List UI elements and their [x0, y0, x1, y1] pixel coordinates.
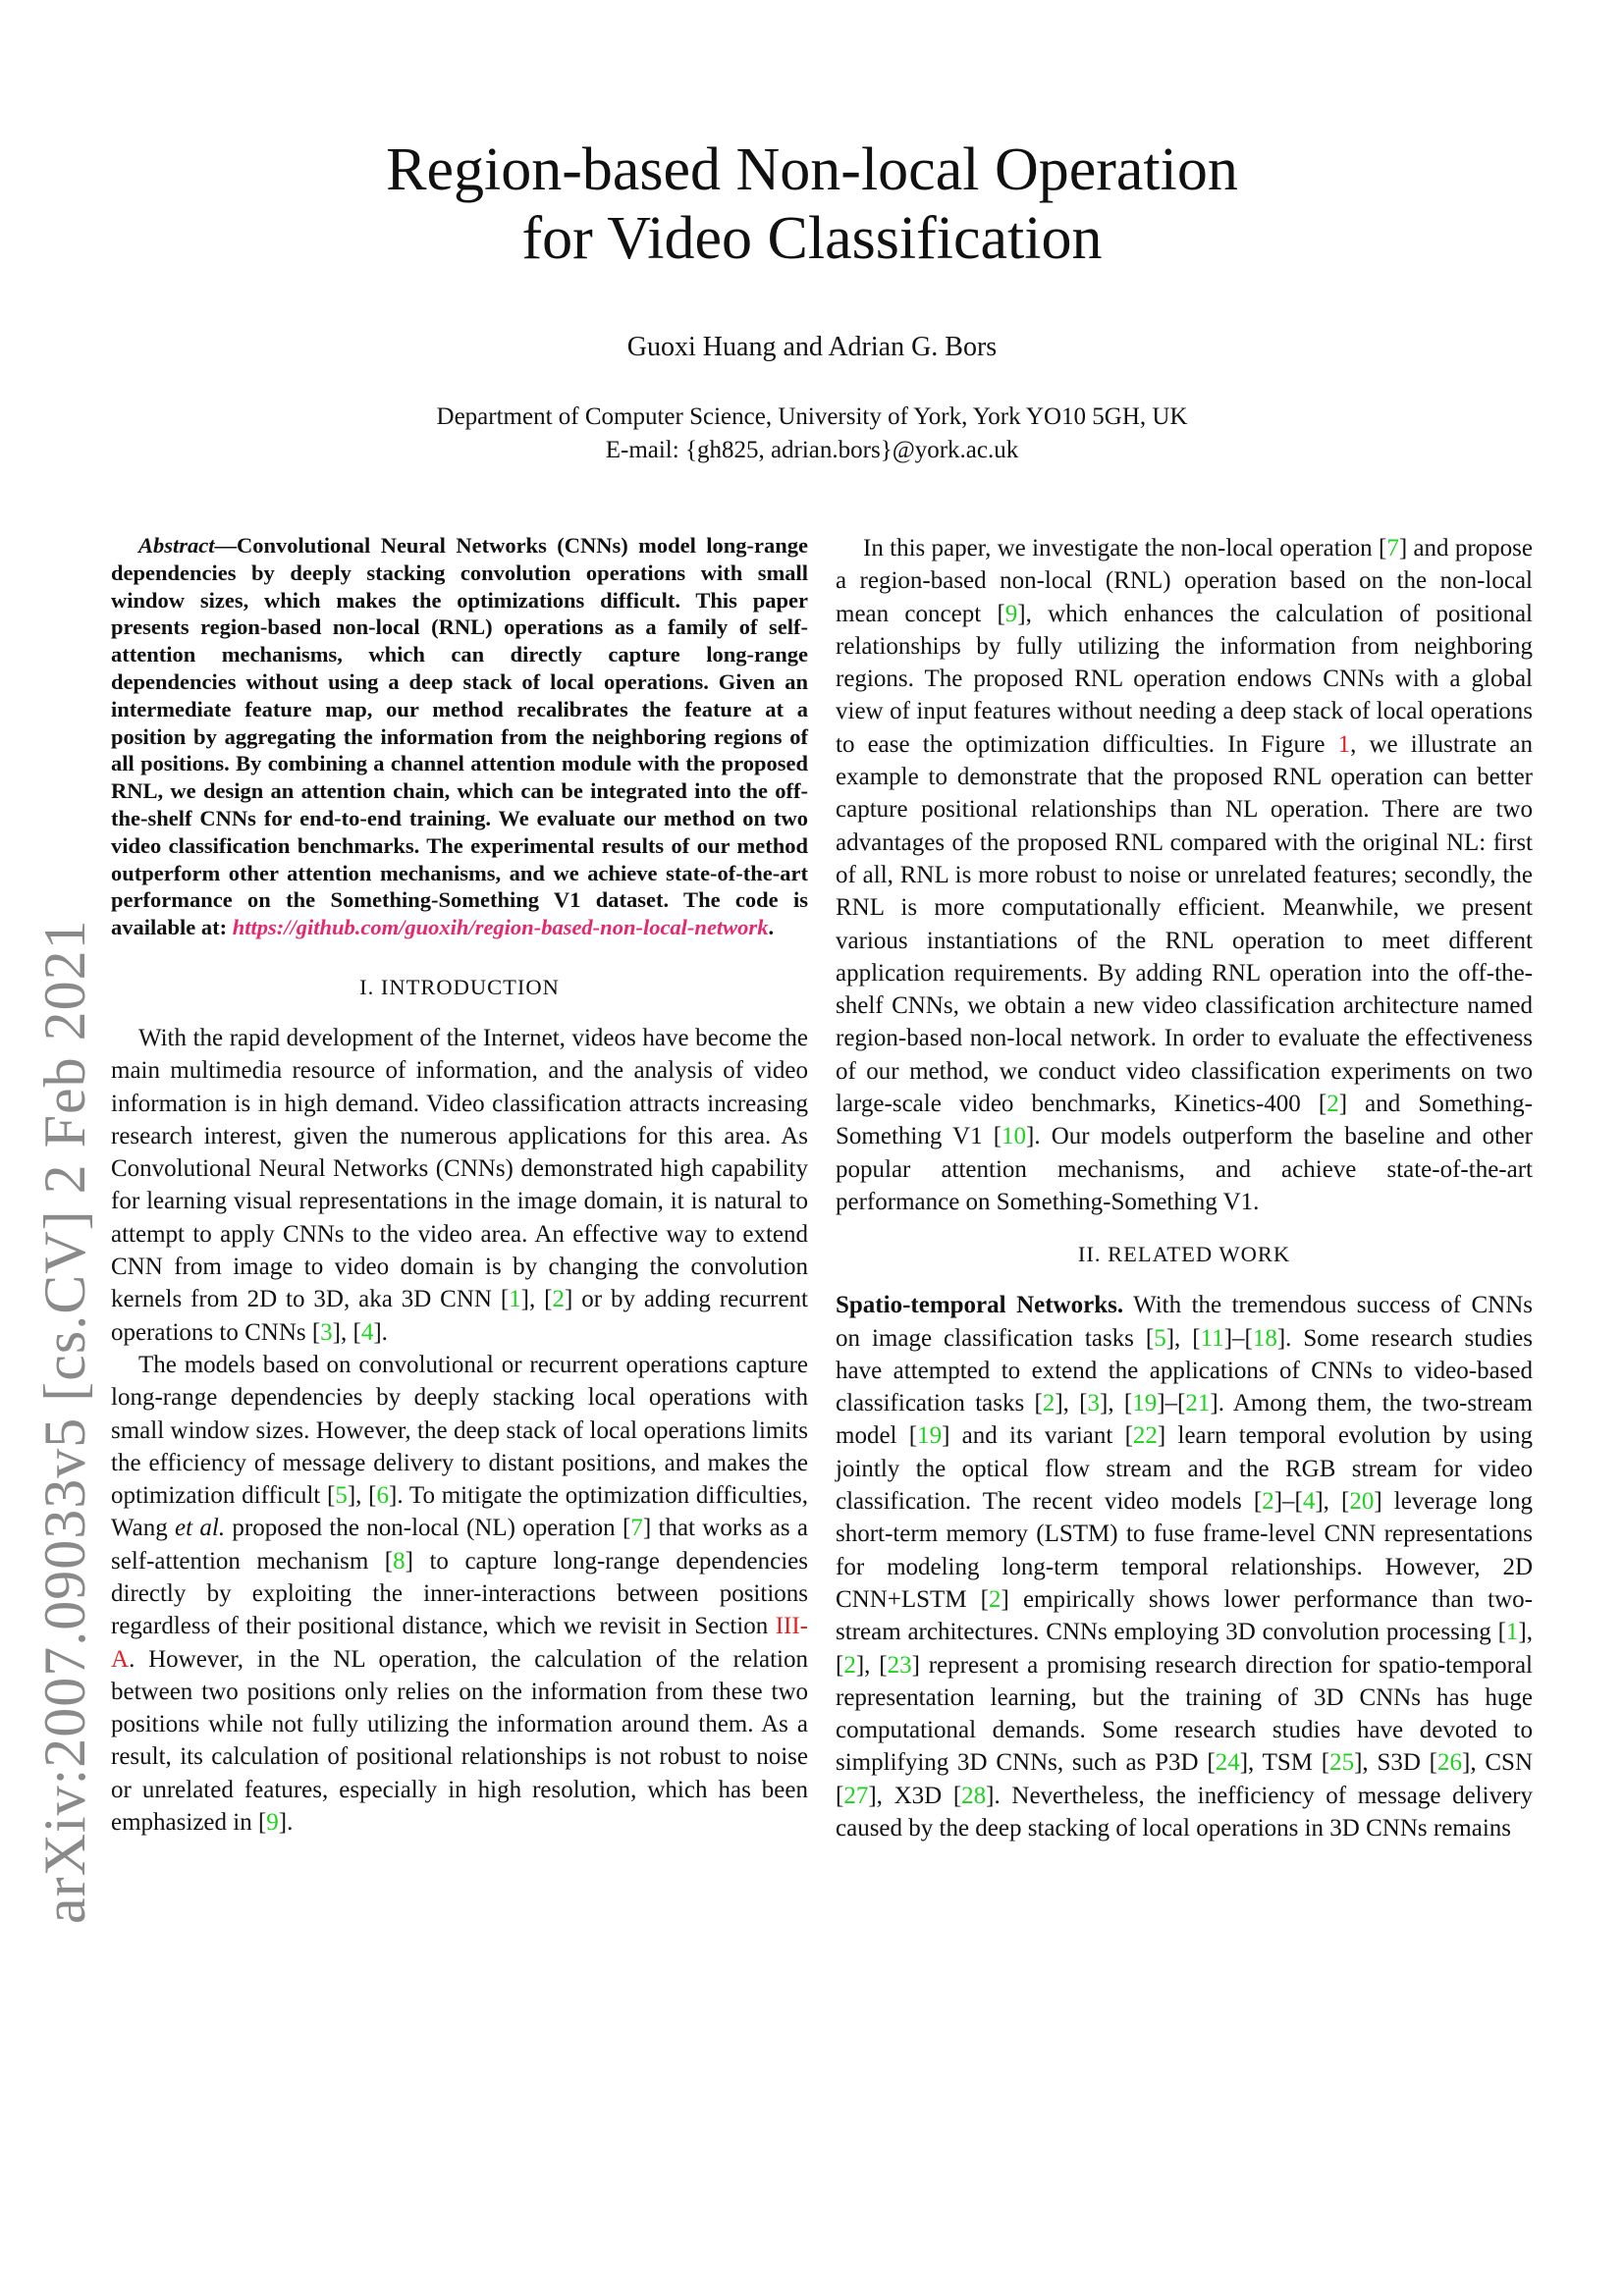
- citation-link[interactable]: 2: [1262, 1488, 1274, 1516]
- citation-link[interactable]: 20: [1349, 1488, 1375, 1516]
- paragraph: With the rapid development of the Internet, videos have become the main multimedia resource of information, and the analysis of video information is in high demand. Video classification attracts increasing research interest, given the numerous applications for this area. As Convolutional Neural Networks (CNNs) demonstrated high capability for learning visual representations in the image domain, it is natural to attempt to apply CNNs to the video area. An effective way to extend CNN from image to video domain is by changing the convolution kernels from 2D to 3D, aka 3D CNN [1], [2] or by adding recurrent operations to CNNs [3], [4].: [111, 1024, 808, 1346]
- citation-link[interactable]: 10: [1001, 1123, 1027, 1150]
- citation-link[interactable]: 4: [360, 1318, 374, 1346]
- citation-link[interactable]: 27: [843, 1782, 869, 1809]
- abstract-text: —Convolutional Neural Networks (CNNs) model long-range dependencies by deeply stacking convolution operations with small window sizes, which makes the optimizations difficult. This paper presents region-based non-local (RNL) operations as a family of self-attention mechanisms, which can directly capture long-range dependencies without using a deep stack of local operations. Given an intermediate feature map, our method recalibrates the feature at a position by aggregating the information from the neighboring regions of all positions. By combining a channel attention module with the proposed RNL, we design an attention chain, which can be integrated into the off-the-shelf CNNs for end-to-end training. We evaluate our method on two video classification benchmarks. The experimental results of our method outperform other attention mechanisms, and we achieve state-of-the-art performance on the Something-Something V1 dataset. The code is available at:: [111, 533, 808, 940]
- arxiv-stamp: arXiv:2007.09033v5 [cs.CV] 2 Feb 2021: [32, 919, 97, 1924]
- citation-link[interactable]: 1: [1505, 1619, 1519, 1646]
- email: E-mail: {gh825, adrian.bors}@york.ac.uk: [605, 437, 1019, 463]
- title-line-1: Region-based Non-local Operation: [386, 136, 1238, 203]
- citation-link[interactable]: 2: [1042, 1390, 1056, 1417]
- section-numeral: I.: [359, 974, 375, 999]
- citation-link[interactable]: 4: [1302, 1488, 1316, 1516]
- citation-link[interactable]: 19: [917, 1422, 943, 1450]
- citation-link[interactable]: 7: [1386, 535, 1399, 561]
- citation-link[interactable]: 19: [1132, 1390, 1158, 1417]
- right-column: [836, 532, 1533, 1844]
- paragraph: In this paper, we investigate the non-local operation [7] and propose a region-based non-local (RNL) operation based on the non-local mean concept [9], which enhances the calculation of positional relationships by fully utilizing the information from neighboring regions. The proposed RNL operation endows CNNs with a global view of input features without needing a deep stack of local operations to ease the optimization difficulties. In Figure 1, we illustrate an example to demonstrate that the proposed RNL operation can better capture positional relationships than NL operation. There are two advantages of the proposed RNL compared with the original NL: first of all, RNL is more robust to noise or unrelated features; secondly, the RNL is more computationally efficient. Meanwhile, we present various instantiations of the RNL operation to meet different application requirements. By adding RNL operation into the off-the-shelf CNNs, we obtain a new video classification architecture named region-based non-local network. In order to evaluate the effectiveness of our method, we conduct video classification experiments on two large-scale video benchmarks, Kinetics-400 [2] and Something-Something V1 [10]. Our models outperform the baseline and other popular attention mechanisms, and achieve state-of-the-art performance on Something-Something V1.: [836, 535, 1533, 1215]
- paragraph: The models based on convolutional or recurrent operations capture long-range dependencies by deeply stacking local operations with small window sizes. However, the deep stack of local operations limits the efficiency of message delivery to distant positions, and makes the optimization difficult [5], [6]. To mitigate the optimization difficulties, Wang et al. proposed the non-local (NL) operation [7] that works as a self-attention mechanism [8] to capture long-range dependencies directly by exploiting the inner-interactions between positions regardless of their positional distance, which we revisit in Section III-A. However, in the NL operation, the calculation of the relation between two positions only relies on the information from these two positions while not fully utilizing the information around them. As a result, its calculation of positional relationships is not robust to noise or unrelated features, especially in high resolution, which has been emphasized in [9].: [111, 1351, 808, 1837]
- code-link[interactable]: https://github.com/guoxih/region-based-non-local-network: [232, 915, 769, 940]
- citation-link[interactable]: 6: [376, 1482, 390, 1510]
- run-in-heading: Spatio-temporal Networks.: [836, 1292, 1124, 1319]
- abstract-label: Abstract: [138, 533, 215, 558]
- citation-link[interactable]: 7: [630, 1515, 643, 1542]
- citation-link[interactable]: 9: [1004, 600, 1018, 627]
- citation-link[interactable]: 1: [509, 1286, 521, 1313]
- affiliation-block: [0, 400, 1624, 467]
- section-numeral: II.: [1077, 1242, 1102, 1267]
- citation-link[interactable]: 2: [1326, 1091, 1339, 1118]
- cross-reference-link[interactable]: III-A: [111, 1613, 808, 1673]
- authors: Guoxi Huang and Adrian G. Bors: [626, 332, 998, 362]
- paragraph: Spatio-temporal Networks. With the tremendous success of CNNs on image classification tasks [5], [11]–[18]. Some research studies have attempted to extend the applications of CNNs to video-based classification tasks [2], [3], [19]–[21]. Among them, the two-stream model [19] and its variant [22] learn temporal evolution by using jointly the optical flow stream and the RGB stream for video classification. The recent video models [2]–[4], [20] leverage long short-term memory (LSTM) to fuse frame-level CNN representations for modeling long-term temporal relationships. However, 2D CNN+LSTM [2] empirically shows lower performance than two-stream architectures. CNNs employing 3D convolution processing [1], [2], [23] represent a promising research direction for spatio-temporal representation learning, but the training of 3D CNNs has huge computational demands. Some research studies have devoted to simplifying 3D CNNs, such as P3D [24], TSM [25], S3D [26], CSN [27], X3D [28]. Nevertheless, the inefficiency of message delivery caused by the deep stacking of local operations in 3D CNNs remains: [836, 1292, 1534, 1842]
- section-heading-related-work: [836, 1240, 1533, 1269]
- citation-link[interactable]: 26: [1437, 1749, 1463, 1777]
- section-title: RELATED WORK: [1108, 1242, 1291, 1267]
- emphasis-text: et al.: [175, 1515, 226, 1542]
- citation-link[interactable]: 5: [335, 1482, 348, 1510]
- citation-link[interactable]: 22: [1132, 1422, 1158, 1450]
- citation-link[interactable]: 2: [989, 1585, 1001, 1613]
- citation-link[interactable]: 11: [1200, 1324, 1224, 1352]
- cross-reference-link[interactable]: 1: [1337, 730, 1351, 758]
- citation-link[interactable]: 2: [843, 1651, 856, 1679]
- citation-link[interactable]: 3: [320, 1318, 333, 1346]
- left-column: [111, 532, 808, 1839]
- citation-link[interactable]: 24: [1215, 1749, 1240, 1777]
- citation-link[interactable]: 2: [552, 1286, 565, 1313]
- citation-link[interactable]: 3: [1087, 1390, 1101, 1417]
- abstract: Abstract—Convolutional Neural Networks (CNNs) model long-range dependencies by deeply stacking convolution operations with small window sizes, which makes the optimizations difficult. This paper presents region-based non-local (RNL) operations as a family of self-attention mechanisms, which can directly capture long-range dependencies without using a deep stack of local operations. Given an intermediate feature map, our method recalibrates the feature at a position by aggregating the information from the neighboring regions of all positions. By combining a channel attention module with the proposed RNL, we design an attention chain, which can be integrated into the off-the-shelf CNNs for end-to-end training. We evaluate our method on two video classification benchmarks. The experimental results of our method outperform other attention mechanisms, and we achieve state-of-the-art performance on the Something-Something V1 dataset. The code is available at: https://github.com/guoxih/region-based-non-local-network.: [111, 533, 808, 940]
- citation-link[interactable]: 25: [1329, 1749, 1355, 1777]
- affiliation: Department of Computer Science, University of York, York YO10 5GH, UK: [436, 403, 1188, 430]
- citation-link[interactable]: 28: [961, 1782, 987, 1809]
- citation-link[interactable]: 5: [1154, 1324, 1166, 1352]
- citation-link[interactable]: 18: [1252, 1324, 1277, 1352]
- citation-link[interactable]: 23: [887, 1651, 912, 1679]
- title-line-2: for Video Classification: [521, 205, 1103, 272]
- section-title: INTRODUCTION: [380, 974, 560, 999]
- citation-link[interactable]: 21: [1185, 1390, 1211, 1417]
- paper-title: [0, 135, 1624, 273]
- section-heading-introduction: [111, 973, 808, 1002]
- citation-link[interactable]: 8: [393, 1547, 406, 1575]
- citation-link[interactable]: 9: [266, 1809, 279, 1837]
